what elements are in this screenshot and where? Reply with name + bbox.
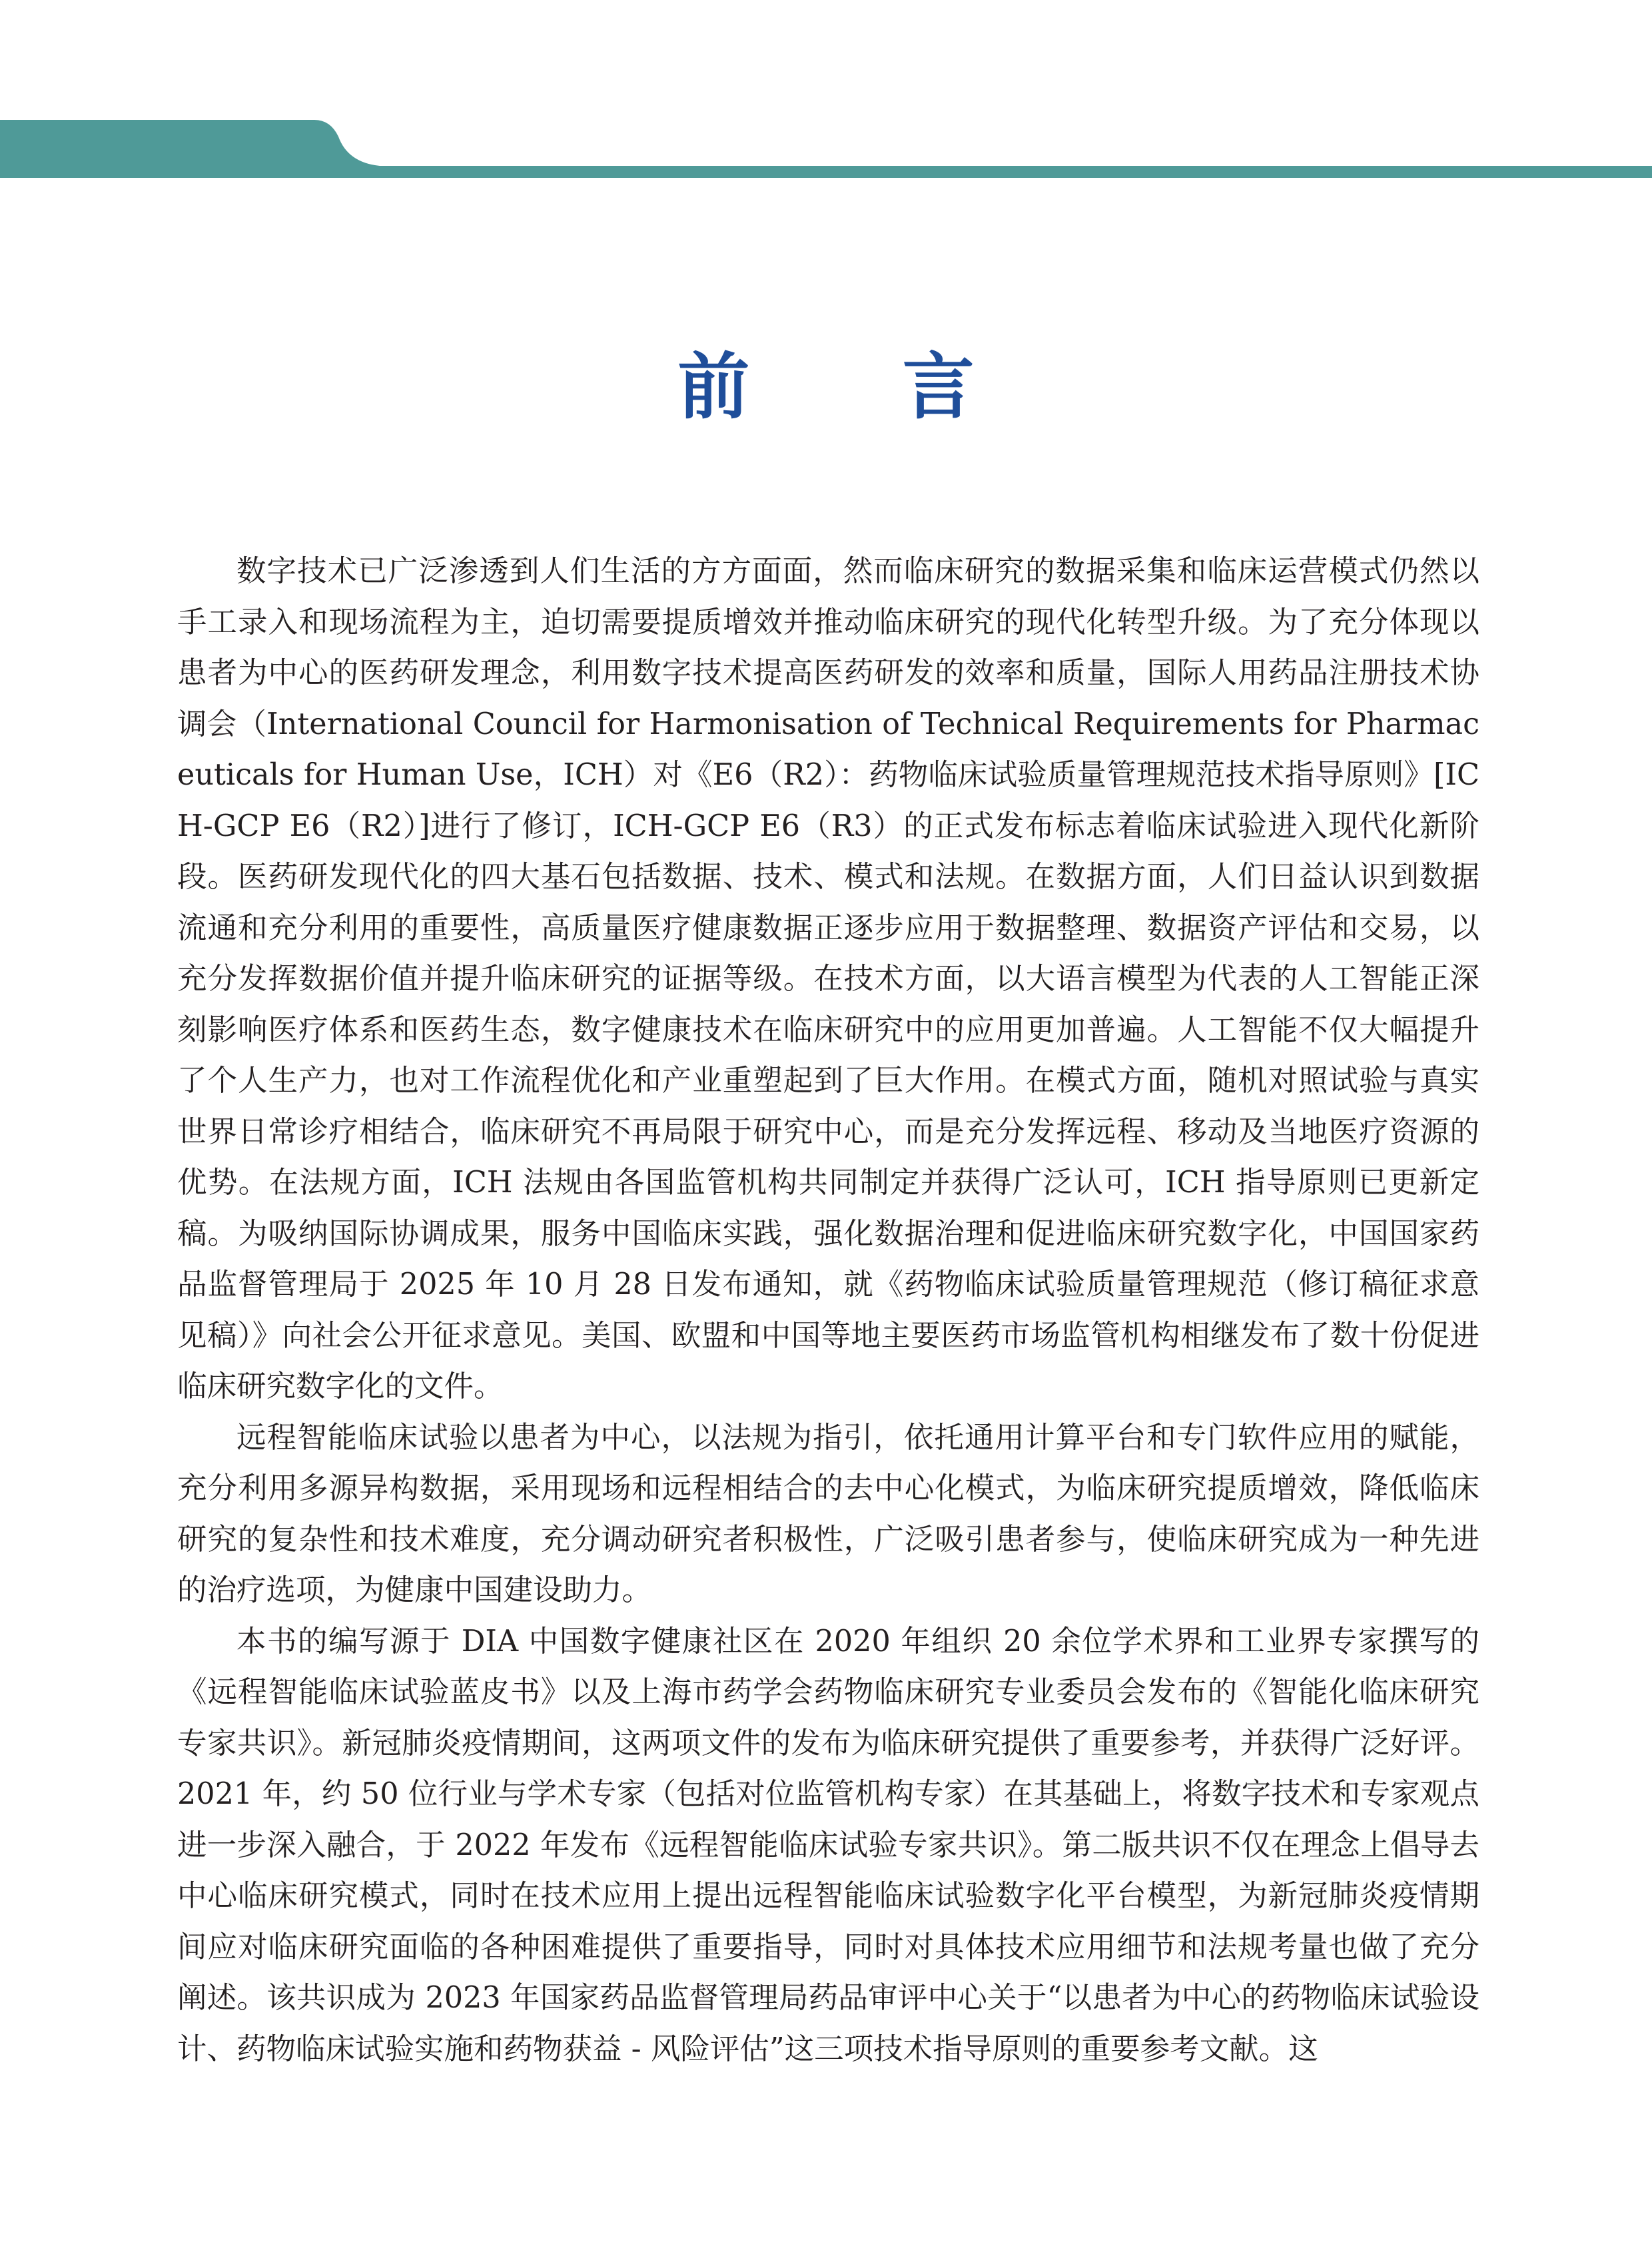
- header-tab-shape: [0, 120, 1652, 178]
- header-decoration: [0, 0, 1652, 187]
- paragraph-2: 远程智能临床试验以患者为中心，以法规为指引，依托通用计算平台和专门软件应用的赋能，充分利用多源异构数据，采用现场和远程相结合的去中心化模式，为临床研究提质增效，降低临床研究的复杂性和技术难度，充分调动研究者积极性，广泛吸引患者参与，使临床研究成为一种先进的治疗选项，为健康中国建设助力。: [177, 1420, 1479, 1607]
- paragraph-3: 本书的编写源于 DIA 中国数字健康社区在 2020 年组织 20 余位学术界和工业界专家撰写的《远程智能临床试验蓝皮书》以及上海市药学会药物临床研究专业委员会发布的《智能化临床研究专家共识》。新冠肺炎疫情期间，这两项文件的发布为临床研究提供了重要参考，并获得广泛好评。2021 年，约 50 位行业与学术专家（包括对位监管机构专家）在其基础上，将数字技术和专家观点进一步深入融合，于 2022 年发布《远程智能临床试验专家共识》。第二版共识不仅在理念上倡导去中心临床研究模式，同时在技术应用上提出远程智能临床试验数字化平台模型，为新冠肺炎疫情期间应对临床研究面临的各种困难提供了重要指导，同时对具体技术应用细节和法规考量也做了充分阐述。该共识成为 2023 年国家药品监督管理局药品审评中心关于“以患者为中心的药物临床试验设计、药物临床试验实施和药物获益 - 风险评估”这三项技术指导原则的重要参考文献。这: [177, 1624, 1479, 2066]
- paragraph-1: 数字技术已广泛渗透到人们生活的方方面面，然而临床研究的数据采集和临床运营模式仍然以手工录入和现场流程为主，迫切需要提质增效并推动临床研究的现代化转型升级。为了充分体现以患者为中心的医药研发理念，利用数字技术提高医药研发的效率和质量，国际人用药品注册技术协调会（International Council for Harmonisation of Technical Requirements for Pharmaceuticals for Human Use，ICH）对《E6（R2）：药物临床试验质量管理规范技术指导原则》[ICH-GCP E6（R2）]进行了修订，ICH-GCP E6（R3）的正式发布标志着临床试验进入现代化新阶段。医药研发现代化的四大基石包括数据、技术、模式和法规。在数据方面，人们日益认识到数据流通和充分利用的重要性，高质量医疗健康数据正逐步应用于数据整理、数据资产评估和交易，以充分发挥数据价值并提升临床研究的证据等级。在技术方面，以大语言模型为代表的人工智能正深刻影响医疗体系和医药生态，数字健康技术在临床研究中的应用更加普遍。人工智能不仅大幅提升了个人生产力，也对工作流程优化和产业重塑起到了巨大作用。在模式方面，随机对照试验与真实世界日常诊疗相结合，临床研究不再局限于研究中心，而是充分发挥远程、移动及当地医疗资源的优势。在法规方面，ICH 法规由各国监管机构共同制定并获得广泛认可，ICH 指导原则已更新定稿。为吸纳国际协调成果，服务中国临床实践，强化数据治理和促进临床研究数字化，中国国家药品监督管理局于 2025 年 10 月 28 日发布通知，就《药物临床试验质量管理规范（修订稿征求意见稿）》向社会公开征求意见。美国、欧盟和中国等地主要医药市场监管机构相继发布了数十份促进临床研究数字化的文件。: [177, 554, 1479, 1403]
- page-title: 前 言: [677, 346, 1038, 430]
- preface-body: [177, 546, 1479, 2075]
